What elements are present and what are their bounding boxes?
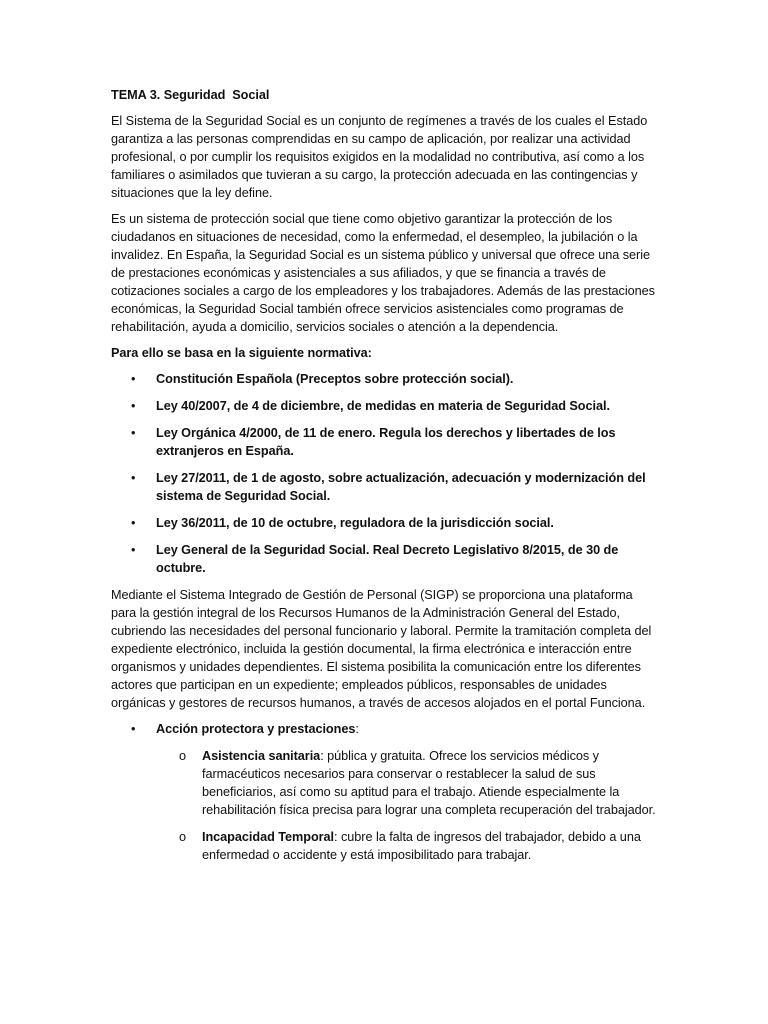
bullet-icon: • xyxy=(131,543,136,557)
list-item-text: Ley General de la Seguridad Social. Real Decreto Legislativo 8/2015, de 30 de octubre. xyxy=(156,543,619,575)
prestacion-text: : pública y gratuita. Ofrece los servicios médicos y farmacéuticos necesarios para conservar o restablecer la salud de sus beneficiarios, así como su aptitud para el trabajo. Atiende especialmente la rehabilitación física precisa para lograr una completa recuperación del trabajador. xyxy=(202,749,656,817)
sigp-paragraph: Mediante el Sistema Integrado de Gestión de Personal (SIGP) se proporciona una plataforma para la gestión integral de los Recursos Humanos de la Administración General del Estado, cubriendo las necesidades del personal funcionario y laboral. Permite la tramitación completa del expediente electrónico, incluida la gestión documental, la firma electrónica e interacción entre organismos y unidades dependientes. El sistema posibilita la comunicación entre los diferentes actores que participan en un expediente; empleados públicos, responsables de unidades orgánicas y gestores de recursos humanos, a través de accesos alojados en el portal Funciona. xyxy=(111,588,652,710)
list-item xyxy=(111,397,659,415)
accion-suffix: : xyxy=(355,722,359,736)
list-item-text: Ley Orgánica 4/2000, de 11 de enero. Regula los derechos y libertades de los extranjeros en España. xyxy=(156,426,616,458)
list-item xyxy=(111,720,659,738)
accion-list xyxy=(111,720,659,738)
prestacion-label: Asistencia sanitaria xyxy=(202,749,321,763)
normativa-list xyxy=(111,370,659,577)
list-item xyxy=(111,469,659,505)
document-page xyxy=(111,86,659,873)
prestacion-text: : cubre la falta de ingresos del trabajador, debido a una enfermedad o accidente y está imposibilitado para trabajar. xyxy=(202,830,641,862)
list-item xyxy=(111,370,659,388)
bullet-icon: • xyxy=(131,372,136,386)
list-item-text: Ley 40/2007, de 4 de diciembre, de medidas en materia de Seguridad Social. xyxy=(156,399,610,413)
intro-paragraph-2: Es un sistema de protección social que tiene como objetivo garantizar la protección de los ciudadanos en situaciones de necesidad, como la enfermedad, el desempleo, la jubilación o la invalidez. En España, la Seguridad Social es un sistema público y universal que ofrece una serie de prestaciones económicas y asistenciales a sus afiliados, y que se financia a través de cotizaciones sociales a cargo de los empleadores y los trabajadores. Además de las prestaciones económicas, la Seguridad Social también ofrece servicios asistenciales como programas de rehabilitación, ayuda a domicilio, servicios sociales o atención a la dependencia. xyxy=(111,212,655,334)
list-item xyxy=(111,828,659,864)
bullet-icon: • xyxy=(131,516,136,530)
circle-bullet-icon: o xyxy=(179,830,187,844)
list-item-text: Ley 36/2011, de 10 de octubre, reguladora de la jurisdicción social. xyxy=(156,516,554,530)
circle-bullet-icon: o xyxy=(179,749,187,763)
bullet-icon: • xyxy=(131,722,136,736)
prestacion-label: Incapacidad Temporal xyxy=(202,830,335,844)
normativa-heading: Para ello se basa en la siguiente normativa: xyxy=(111,346,372,360)
intro-paragraph-1: El Sistema de la Seguridad Social es un conjunto de regímenes a través de los cuales el Estado garantiza a las personas comprendidas en su campo de aplicación, por realizar una actividad profesional, o por cumplir los requisitos exigidos en la modalidad no contributiva, así como a los familiares o asimilados que tuvieran a su cargo, la protección adecuada en las contingencias y situaciones que la ley define. xyxy=(111,114,648,200)
list-item xyxy=(111,747,659,819)
accion-label: Acción protectora y prestaciones xyxy=(156,722,356,736)
list-item-text: Ley 27/2011, de 1 de agosto, sobre actualización, adecuación y modernización del sistema de Seguridad Social. xyxy=(156,471,646,503)
list-item-text: Constitución Española (Preceptos sobre protección social). xyxy=(156,372,514,386)
bullet-icon: • xyxy=(131,426,136,440)
list-item xyxy=(111,514,659,532)
list-item xyxy=(111,541,659,577)
bullet-icon: • xyxy=(131,471,136,485)
list-item xyxy=(111,424,659,460)
document-title: TEMA 3. Seguridad Social xyxy=(111,88,270,102)
prestaciones-list xyxy=(111,747,659,864)
bullet-icon: • xyxy=(131,399,136,413)
